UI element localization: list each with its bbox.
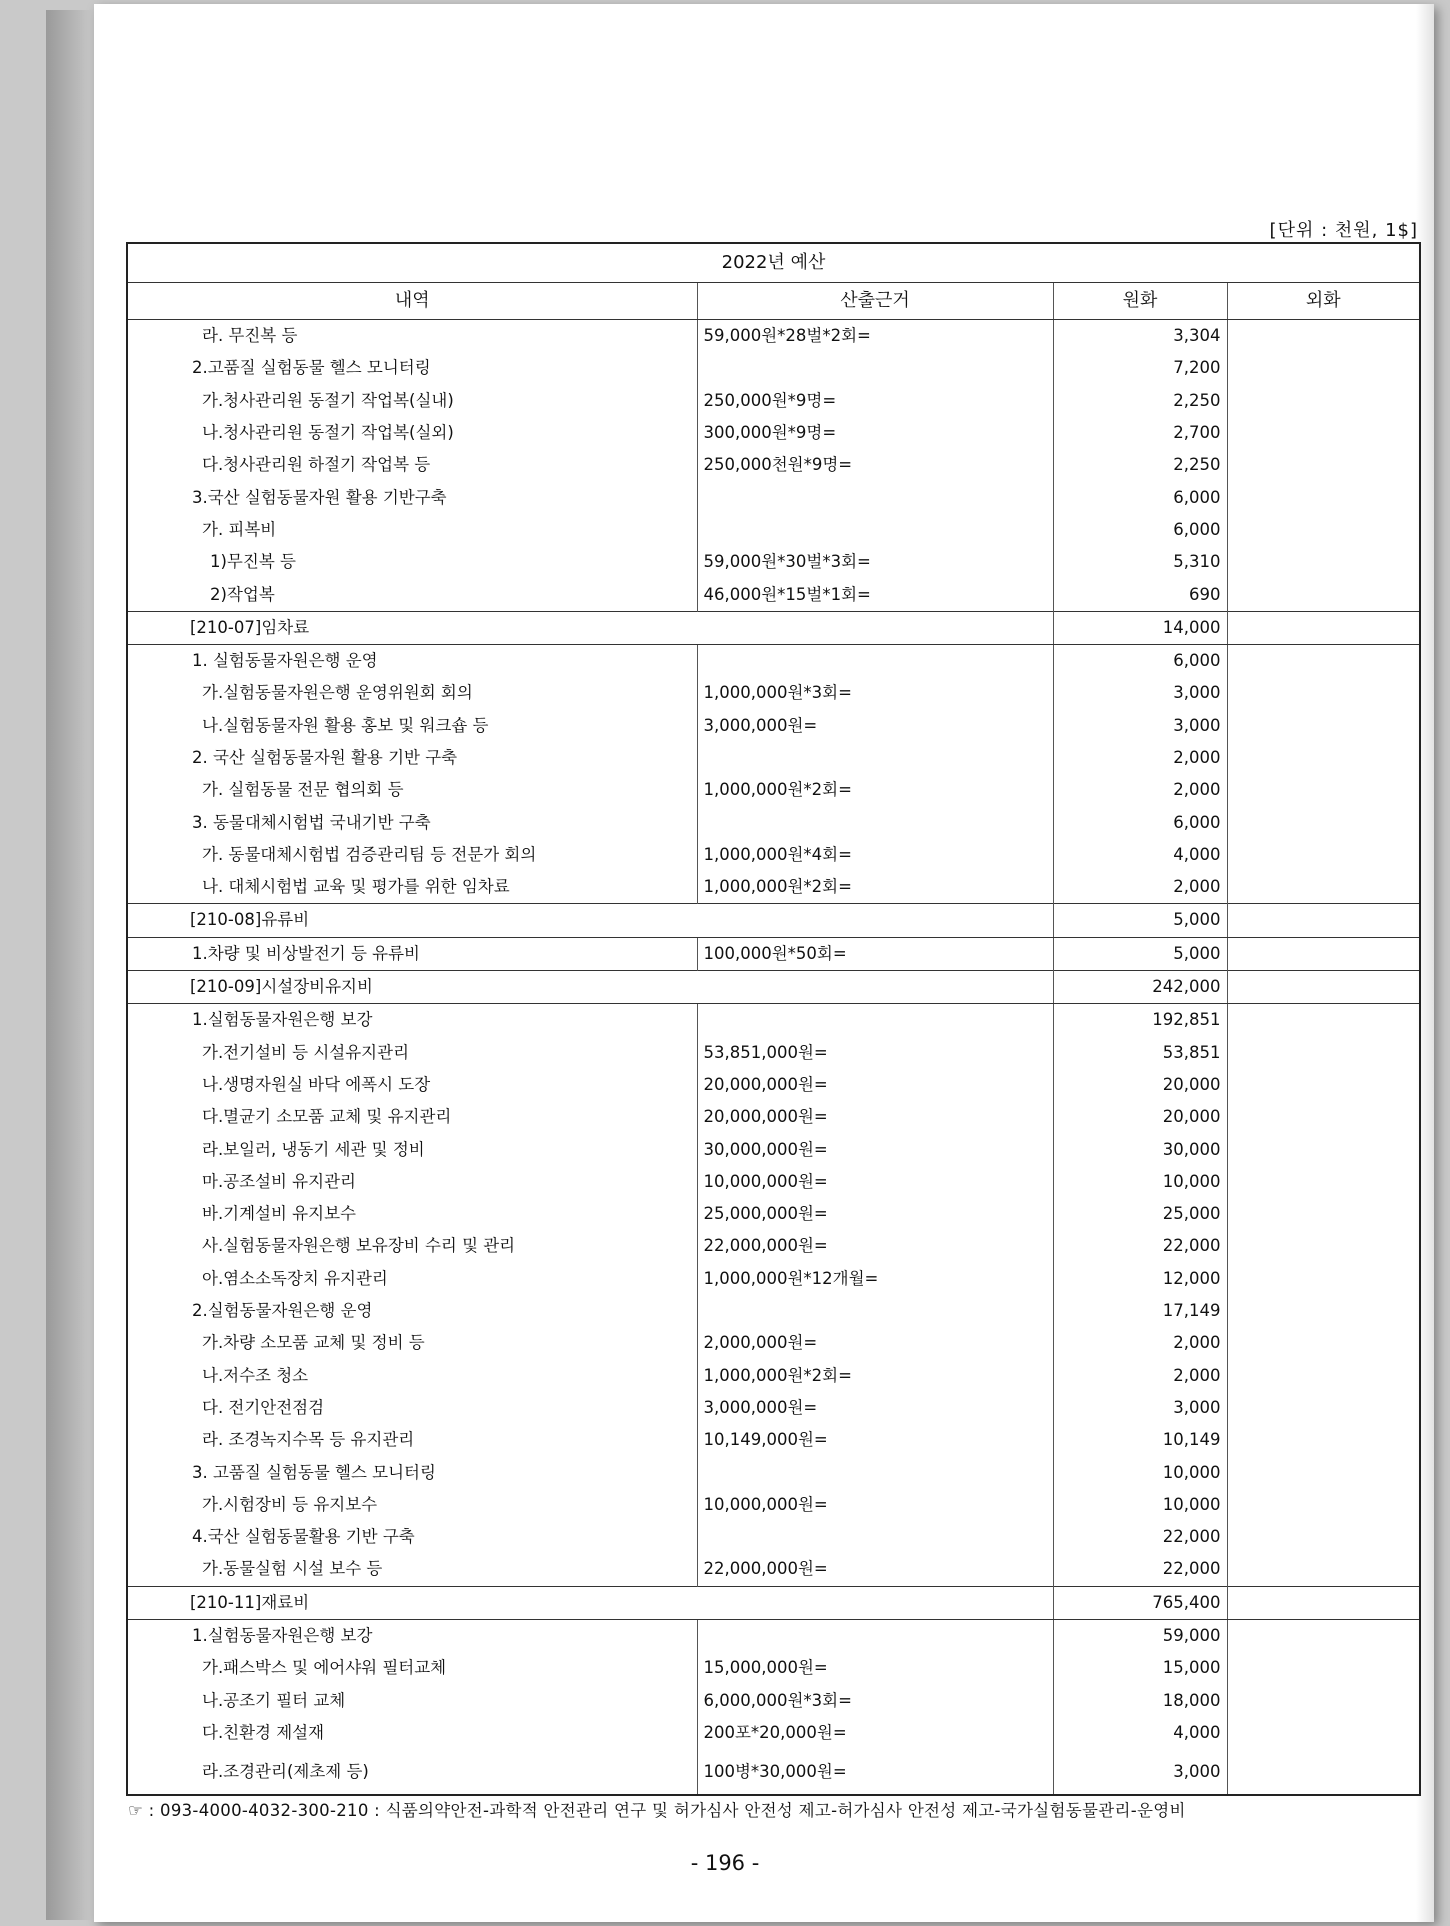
krw-cell: 10,000 — [1053, 1489, 1227, 1521]
table-row — [127, 839, 1420, 871]
basis-cell: 10,149,000원= — [697, 1424, 1053, 1456]
item-cell: 라. 무진복 등 — [127, 320, 697, 353]
basis-cell — [697, 742, 1053, 774]
fx-cell — [1227, 1133, 1420, 1165]
category-row — [127, 970, 1420, 1003]
basis-cell: 22,000,000원= — [697, 1553, 1053, 1586]
item-cell: 3.국산 실험동물자원 활용 기반구축 — [127, 481, 697, 513]
fx-cell — [1227, 1717, 1420, 1749]
table-row — [127, 937, 1420, 970]
basis-cell: 1,000,000원*2회= — [697, 774, 1053, 806]
fx-cell — [1227, 385, 1420, 417]
krw-cell: 2,250 — [1053, 385, 1227, 417]
fx-cell — [1227, 1101, 1420, 1133]
table-row — [127, 417, 1420, 449]
fx-cell — [1227, 417, 1420, 449]
krw-cell: 3,000 — [1053, 1749, 1227, 1795]
item-cell: 가.전기설비 등 시설유지관리 — [127, 1037, 697, 1069]
fx-cell — [1227, 1327, 1420, 1359]
basis-cell: 30,000,000원= — [697, 1133, 1053, 1165]
fx-cell — [1227, 1069, 1420, 1101]
item-cell: 사.실험동물자원은행 보유장비 수리 및 관리 — [127, 1230, 697, 1262]
fx-cell — [1227, 1456, 1420, 1488]
table-row — [127, 546, 1420, 578]
krw-cell: 10,000 — [1053, 1456, 1227, 1488]
item-cell: 라. 조경녹지수목 등 유지관리 — [127, 1424, 697, 1456]
basis-cell: 25,000,000원= — [697, 1198, 1053, 1230]
krw-cell: 3,304 — [1053, 320, 1227, 353]
item-cell: 나.청사관리원 동절기 작업복(실외) — [127, 417, 697, 449]
item-cell: 다.친환경 제설재 — [127, 1717, 697, 1749]
category-row — [127, 1586, 1420, 1619]
fx-cell — [1227, 742, 1420, 774]
table-row — [127, 1619, 1420, 1652]
fx-cell — [1227, 1489, 1420, 1521]
item-cell: 다.청사관리원 하절기 작업복 등 — [127, 449, 697, 481]
fx-cell — [1227, 1004, 1420, 1037]
fx-cell — [1227, 611, 1420, 644]
table-row — [127, 1424, 1420, 1456]
item-cell: 2)작업복 — [127, 578, 697, 611]
column-header-krw: 원화 — [1053, 283, 1227, 320]
fx-cell — [1227, 1619, 1420, 1652]
fx-cell — [1227, 806, 1420, 838]
basis-cell: 1,000,000원*12개월= — [697, 1263, 1053, 1295]
basis-cell: 100병*30,000원= — [697, 1749, 1053, 1795]
fx-cell — [1227, 320, 1420, 353]
krw-cell: 30,000 — [1053, 1133, 1227, 1165]
table-row — [127, 1004, 1420, 1037]
table-row — [127, 774, 1420, 806]
krw-cell: 18,000 — [1053, 1684, 1227, 1716]
table-row — [127, 871, 1420, 904]
item-cell: 4.국산 실험동물활용 기반 구축 — [127, 1521, 697, 1553]
table-row — [127, 1749, 1420, 1795]
basis-cell: 20,000,000원= — [697, 1101, 1053, 1133]
item-cell: 가.실험동물자원은행 운영위원회 회의 — [127, 677, 697, 709]
basis-cell: 3,000,000원= — [697, 1392, 1053, 1424]
basis-cell: 22,000,000원= — [697, 1230, 1053, 1262]
krw-cell: 4,000 — [1053, 1717, 1227, 1749]
krw-cell: 6,000 — [1053, 514, 1227, 546]
item-cell: 가.차량 소모품 교체 및 정비 등 — [127, 1327, 697, 1359]
krw-cell: 2,000 — [1053, 1327, 1227, 1359]
item-cell: 나.생명자원실 바닥 에폭시 도장 — [127, 1069, 697, 1101]
item-cell: 바.기계설비 유지보수 — [127, 1198, 697, 1230]
krw-cell: 22,000 — [1053, 1553, 1227, 1586]
table-row — [127, 578, 1420, 611]
table-row — [127, 1069, 1420, 1101]
basis-cell — [697, 644, 1053, 677]
krw-cell: 15,000 — [1053, 1652, 1227, 1684]
table-title-row — [127, 243, 1420, 283]
table-row — [127, 514, 1420, 546]
basis-cell: 2,000,000원= — [697, 1327, 1053, 1359]
basis-cell: 10,000,000원= — [697, 1166, 1053, 1198]
krw-cell: 6,000 — [1053, 806, 1227, 838]
fx-cell — [1227, 710, 1420, 742]
category-label: [210-11]재료비 — [127, 1586, 1053, 1619]
column-header-basis: 산출근거 — [697, 283, 1053, 320]
fx-cell — [1227, 677, 1420, 709]
krw-cell: 22,000 — [1053, 1521, 1227, 1553]
item-cell: 마.공조설비 유지관리 — [127, 1166, 697, 1198]
table-row — [127, 1037, 1420, 1069]
fx-cell — [1227, 1424, 1420, 1456]
basis-cell — [697, 514, 1053, 546]
item-cell: 가. 실험동물 전문 협의회 등 — [127, 774, 697, 806]
item-cell: 나.공조기 필터 교체 — [127, 1684, 697, 1716]
item-cell: 가. 동물대체시험법 검증관리팀 등 전문가 회의 — [127, 839, 697, 871]
basis-cell — [697, 1295, 1053, 1327]
table-row — [127, 1521, 1420, 1553]
krw-cell: 5,310 — [1053, 546, 1227, 578]
table-row — [127, 352, 1420, 384]
fx-cell — [1227, 970, 1420, 1003]
table-row — [127, 481, 1420, 513]
basis-cell: 200포*20,000원= — [697, 1717, 1053, 1749]
basis-cell — [697, 806, 1053, 838]
krw-cell: 3,000 — [1053, 677, 1227, 709]
fx-cell — [1227, 1553, 1420, 1586]
column-header-item: 내역 — [127, 283, 697, 320]
fx-cell — [1227, 774, 1420, 806]
fx-cell — [1227, 1263, 1420, 1295]
item-cell: 다. 전기안전점검 — [127, 1392, 697, 1424]
basis-cell: 20,000,000원= — [697, 1069, 1053, 1101]
basis-cell: 46,000원*15벌*1회= — [697, 578, 1053, 611]
page-number: - 196 - — [690, 1851, 760, 1875]
table-row — [127, 1717, 1420, 1749]
krw-cell: 2,000 — [1053, 871, 1227, 904]
table-row — [127, 1652, 1420, 1684]
krw-cell: 3,000 — [1053, 1392, 1227, 1424]
krw-cell: 192,851 — [1053, 1004, 1227, 1037]
basis-cell: 1,000,000원*2회= — [697, 1360, 1053, 1392]
fx-cell — [1227, 1392, 1420, 1424]
table-row — [127, 1456, 1420, 1488]
krw-cell: 3,000 — [1053, 710, 1227, 742]
item-cell: 가. 피복비 — [127, 514, 697, 546]
basis-cell: 59,000원*28벌*2회= — [697, 320, 1053, 353]
krw-cell: 10,000 — [1053, 1166, 1227, 1198]
krw-cell: 2,000 — [1053, 742, 1227, 774]
basis-cell: 250,000원*9명= — [697, 385, 1053, 417]
krw-cell: 17,149 — [1053, 1295, 1227, 1327]
fx-cell — [1227, 1230, 1420, 1262]
table-row — [127, 385, 1420, 417]
krw-cell: 690 — [1053, 578, 1227, 611]
basis-cell: 250,000천원*9명= — [697, 449, 1053, 481]
basis-cell: 59,000원*30벌*3회= — [697, 546, 1053, 578]
table-row — [127, 1230, 1420, 1262]
item-cell: 3. 동물대체시험법 국내기반 구축 — [127, 806, 697, 838]
item-cell: 3. 고품질 실험동물 헬스 모니터링 — [127, 1456, 697, 1488]
table-title: 2022년 예산 — [127, 243, 1420, 283]
table-row — [127, 1489, 1420, 1521]
item-cell: 나. 대체시험법 교육 및 평가를 위한 임차료 — [127, 871, 697, 904]
item-cell: 가.동물실험 시설 보수 등 — [127, 1553, 697, 1586]
fx-cell — [1227, 1521, 1420, 1553]
basis-cell — [697, 1521, 1053, 1553]
krw-cell: 2,000 — [1053, 774, 1227, 806]
krw-cell: 6,000 — [1053, 481, 1227, 513]
basis-cell — [697, 1004, 1053, 1037]
krw-cell: 12,000 — [1053, 1263, 1227, 1295]
item-cell: 다.멸균기 소모품 교체 및 유지관리 — [127, 1101, 697, 1133]
fx-cell — [1227, 1166, 1420, 1198]
basis-cell: 100,000원*50회= — [697, 937, 1053, 970]
fx-cell — [1227, 1749, 1420, 1795]
item-cell: 가.패스박스 및 에어샤워 필터교체 — [127, 1652, 697, 1684]
krw-cell: 25,000 — [1053, 1198, 1227, 1230]
krw-cell: 6,000 — [1053, 644, 1227, 677]
item-cell: 2. 국산 실험동물자원 활용 기반 구축 — [127, 742, 697, 774]
table-row — [127, 1684, 1420, 1716]
item-cell: 아.염소소독장치 유지관리 — [127, 1263, 697, 1295]
table-row — [127, 1198, 1420, 1230]
basis-cell: 1,000,000원*3회= — [697, 677, 1053, 709]
unit-note: [단위 : 천원, 1$] — [1269, 220, 1418, 241]
table-row — [127, 1392, 1420, 1424]
krw-cell: 2,000 — [1053, 1360, 1227, 1392]
item-cell: 라.조경관리(제초제 등) — [127, 1749, 697, 1795]
item-cell: 2.실험동물자원은행 운영 — [127, 1295, 697, 1327]
category-label: [210-09]시설장비유지비 — [127, 970, 1053, 1003]
krw-cell: 53,851 — [1053, 1037, 1227, 1069]
item-cell: 라.보일러, 냉동기 세관 및 정비 — [127, 1133, 697, 1165]
fx-cell — [1227, 871, 1420, 904]
basis-cell — [697, 352, 1053, 384]
krw-cell: 7,200 — [1053, 352, 1227, 384]
item-cell: 가.청사관리원 동절기 작업복(실내) — [127, 385, 697, 417]
basis-cell: 3,000,000원= — [697, 710, 1053, 742]
krw-cell: 20,000 — [1053, 1069, 1227, 1101]
table-row — [127, 320, 1420, 353]
table-row — [127, 644, 1420, 677]
table-header-row — [127, 283, 1420, 320]
fx-cell — [1227, 1586, 1420, 1619]
krw-cell: 4,000 — [1053, 839, 1227, 871]
table-row — [127, 449, 1420, 481]
krw-cell: 2,250 — [1053, 449, 1227, 481]
fx-cell — [1227, 1198, 1420, 1230]
item-cell: 1.차량 및 비상발전기 등 유류비 — [127, 937, 697, 970]
basis-cell — [697, 481, 1053, 513]
table-row — [127, 1360, 1420, 1392]
table-row — [127, 1133, 1420, 1165]
item-cell: 나.저수조 청소 — [127, 1360, 697, 1392]
table-row — [127, 1327, 1420, 1359]
basis-cell: 1,000,000원*2회= — [697, 871, 1053, 904]
fx-cell — [1227, 546, 1420, 578]
category-label: [210-08]유류비 — [127, 904, 1053, 937]
item-cell: 가.시험장비 등 유지보수 — [127, 1489, 697, 1521]
basis-cell — [697, 1456, 1053, 1488]
table-row — [127, 1166, 1420, 1198]
table-body — [127, 320, 1420, 1796]
krw-cell: 14,000 — [1053, 611, 1227, 644]
table-row — [127, 742, 1420, 774]
table-row — [127, 806, 1420, 838]
table-row — [127, 1263, 1420, 1295]
item-cell: 나.실험동물자원 활용 홍보 및 워크숍 등 — [127, 710, 697, 742]
footnote: ☞ : 093-4000-4032-300-210 : 식품의약안전-과학적 안전관리 연구 및 허가심사 안전성 제고-허가심사 안전성 제고-국가실험동물관리-운영비 — [128, 1801, 1186, 1820]
fx-cell — [1227, 481, 1420, 513]
basis-cell: 300,000원*9명= — [697, 417, 1053, 449]
krw-cell: 5,000 — [1053, 904, 1227, 937]
fx-cell — [1227, 904, 1420, 937]
basis-cell: 1,000,000원*4회= — [697, 839, 1053, 871]
fx-cell — [1227, 449, 1420, 481]
table-row — [127, 1553, 1420, 1586]
fx-cell — [1227, 1652, 1420, 1684]
item-cell: 2.고품질 실험동물 헬스 모니터링 — [127, 352, 697, 384]
item-cell: 1.실험동물자원은행 보강 — [127, 1619, 697, 1652]
table-row — [127, 710, 1420, 742]
krw-cell: 2,700 — [1053, 417, 1227, 449]
fx-cell — [1227, 937, 1420, 970]
fx-cell — [1227, 839, 1420, 871]
table-row — [127, 1101, 1420, 1133]
fx-cell — [1227, 644, 1420, 677]
item-cell: 1)무진복 등 — [127, 546, 697, 578]
item-cell: 1. 실험동물자원은행 운영 — [127, 644, 697, 677]
fx-cell — [1227, 1360, 1420, 1392]
fx-cell — [1227, 1037, 1420, 1069]
column-header-fx: 외화 — [1227, 283, 1420, 320]
krw-cell: 5,000 — [1053, 937, 1227, 970]
basis-cell — [697, 1619, 1053, 1652]
basis-cell: 15,000,000원= — [697, 1652, 1053, 1684]
basis-cell: 53,851,000원= — [697, 1037, 1053, 1069]
krw-cell: 765,400 — [1053, 1586, 1227, 1619]
krw-cell: 10,149 — [1053, 1424, 1227, 1456]
krw-cell: 242,000 — [1053, 970, 1227, 1003]
budget-table — [126, 242, 1421, 1796]
krw-cell: 20,000 — [1053, 1101, 1227, 1133]
fx-cell — [1227, 578, 1420, 611]
table-row — [127, 1295, 1420, 1327]
fx-cell — [1227, 1295, 1420, 1327]
table-row — [127, 677, 1420, 709]
category-row — [127, 904, 1420, 937]
basis-cell: 6,000,000원*3회= — [697, 1684, 1053, 1716]
krw-cell: 59,000 — [1053, 1619, 1227, 1652]
basis-cell: 10,000,000원= — [697, 1489, 1053, 1521]
fx-cell — [1227, 1684, 1420, 1716]
item-cell: 1.실험동물자원은행 보강 — [127, 1004, 697, 1037]
fx-cell — [1227, 514, 1420, 546]
krw-cell: 22,000 — [1053, 1230, 1227, 1262]
category-row — [127, 611, 1420, 644]
fx-cell — [1227, 352, 1420, 384]
category-label: [210-07]임차료 — [127, 611, 1053, 644]
